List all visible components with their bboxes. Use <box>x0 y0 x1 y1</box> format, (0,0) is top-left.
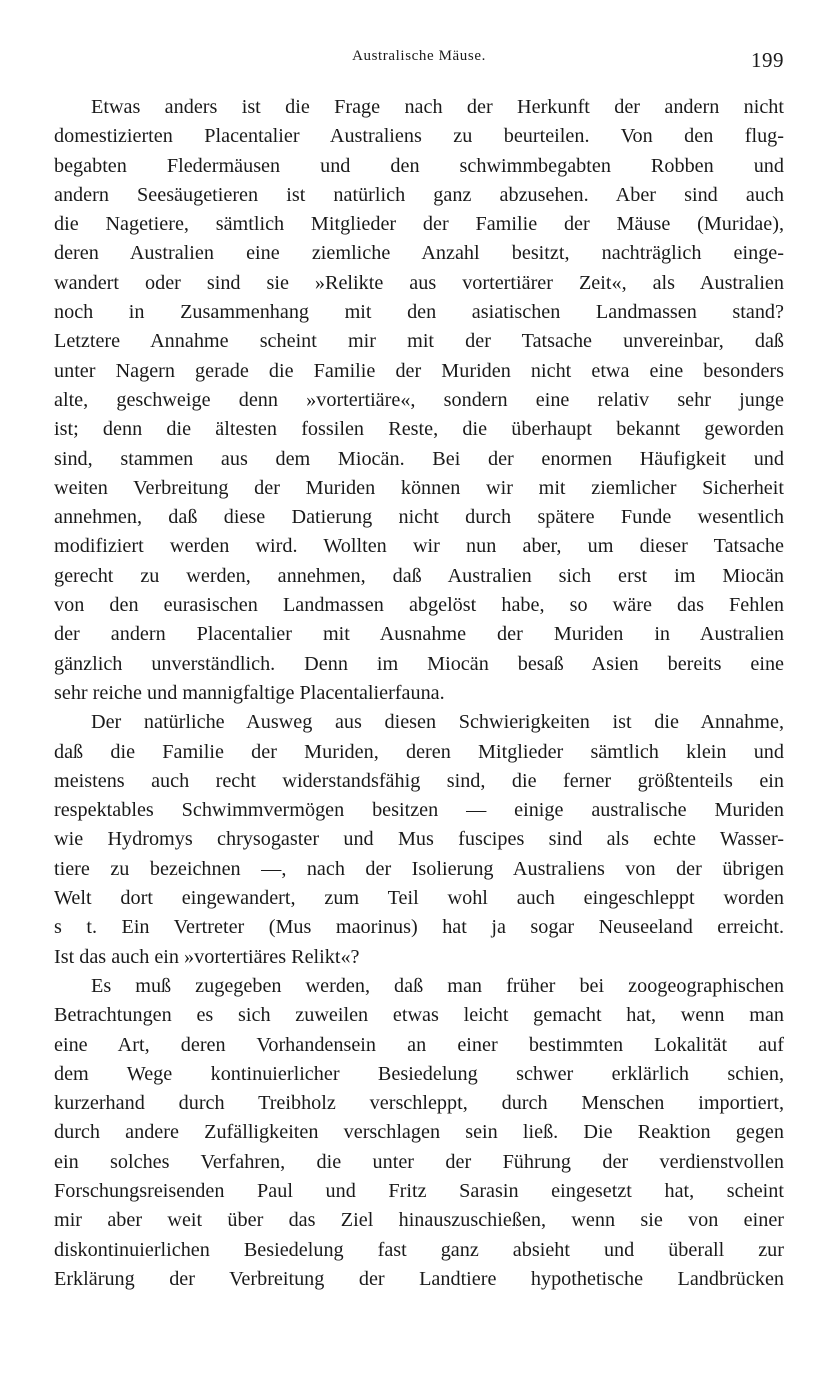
text-line: durch andere Zufälligkeiten verschlagen sein ließ. Die Reaktion gegen <box>54 1121 784 1144</box>
text-line: tiere zu bezeichnen —, nach der Isolierung Australiens von der übrigen <box>54 857 784 880</box>
text-line: die Nagetiere, sämtlich Mitglieder der Familie der Mäuse (Muridae), <box>54 213 784 236</box>
text-line: s t. Ein Vertreter (Mus maorinus) hat ja sogar Neuseeland erreicht. <box>54 916 784 939</box>
text-line: Etwas anders ist die Frage nach der Herkunft der andern nicht <box>91 96 784 118</box>
text-line: respektables Schwimmvermögen besitzen — einige australische Muriden <box>54 799 784 822</box>
page-header <box>54 48 784 78</box>
text-line: dem Wege kontinuierlicher Besiedelung schwer erklärlich schien, <box>54 1062 784 1085</box>
text-line: sind, stammen aus dem Miocän. Bei der enormen Häufigkeit und <box>54 447 784 470</box>
text-line: Betrachtungen es sich zuweilen etwas leicht gemacht hat, wenn man <box>54 1004 784 1027</box>
text-line: modifiziert werden wird. Wollten wir nun aber, um dieser Tatsache <box>54 535 784 558</box>
text-line: gerecht zu werden, annehmen, daß Australien sich erst im Miocän <box>54 564 784 587</box>
running-head: Australische Mäuse. <box>352 48 486 64</box>
text-line: diskontinuierlichen Besiedelung fast ganz absieht und überall zur <box>54 1238 784 1261</box>
text-line: deren Australien eine ziemliche Anzahl besitzt, nachträglich einge- <box>54 242 784 265</box>
text-line: daß die Familie der Muriden, deren Mitglieder sämtlich klein und <box>54 740 784 763</box>
text-line: meistens auch recht widerstandsfähig sind, die ferner größtenteils ein <box>54 769 784 792</box>
body-text <box>54 93 784 1294</box>
text-line: Forschungsreisenden Paul und Fritz Sarasin eingesetzt hat, scheint <box>54 1179 784 1202</box>
text-line: Ist das auch ein »vortertiäres Relikt«? <box>54 945 360 968</box>
text-line: Letztere Annahme scheint mir mit der Tatsache unvereinbar, daß <box>54 330 784 353</box>
text-line: weiten Verbreitung der Muriden können wir mit ziemlicher Sicherheit <box>54 476 784 499</box>
text-line: wie Hydromys chrysogaster und Mus fuscipes sind als echte Wasser- <box>54 828 784 851</box>
text-line: Welt dort eingewandert, zum Teil wohl auch eingeschleppt worden <box>54 887 784 910</box>
text-line: alte, geschweige denn »vortertiäre«, sondern eine relativ sehr junge <box>54 388 784 411</box>
text-line: begabten Fledermäusen und den schwimmbegabten Robben und <box>54 154 784 177</box>
text-line: ist; denn die ältesten fossilen Reste, die überhaupt bekannt geworden <box>54 418 784 441</box>
text-line: domestizierten Placentalier Australiens zu beurteilen. Von den flug- <box>54 125 784 148</box>
text-line: von den eurasischen Landmassen abgelöst habe, so wäre das Fehlen <box>54 594 784 617</box>
text-line: mir aber weit über das Ziel hinauszuschießen, wenn sie von einer <box>54 1209 784 1232</box>
text-line: Es muß zugegeben werden, daß man früher bei zoogeographischen <box>91 974 784 997</box>
text-line: noch in Zusammenhang mit den asiatischen Landmassen stand? <box>54 301 784 324</box>
text-line: annehmen, daß diese Datierung nicht durch spätere Funde wesentlich <box>54 506 784 529</box>
text-line: wandert oder sind sie »Relikte aus vortertiärer Zeit«, als Australien <box>54 271 784 294</box>
page-number: 199 <box>751 48 784 72</box>
text-line: der andern Placentalier mit Ausnahme der Muriden in Australien <box>54 623 784 646</box>
text-line: ein solches Verfahren, die unter der Führung der verdienstvollen <box>54 1150 784 1173</box>
text-line: eine Art, deren Vorhandensein an einer bestimmten Lokalität auf <box>54 1033 784 1056</box>
text-line: Der natürliche Ausweg aus diesen Schwierigkeiten ist die Annahme, <box>91 711 784 734</box>
text-line: Erklärung der Verbreitung der Landtiere hypothetische Landbrücken <box>54 1267 784 1290</box>
text-line: kurzerhand durch Treibholz verschleppt, durch Menschen importiert, <box>54 1092 784 1115</box>
text-line: andern Seesäugetieren ist natürlich ganz abzusehen. Aber sind auch <box>54 183 784 206</box>
text-line: gänzlich unverständlich. Denn im Miocän besaß Asien bereits eine <box>54 652 784 675</box>
text-line: sehr reiche und mannigfaltige Placentalierfauna. <box>54 681 445 704</box>
text-line: unter Nagern gerade die Familie der Muriden nicht etwa eine besonders <box>54 359 784 382</box>
